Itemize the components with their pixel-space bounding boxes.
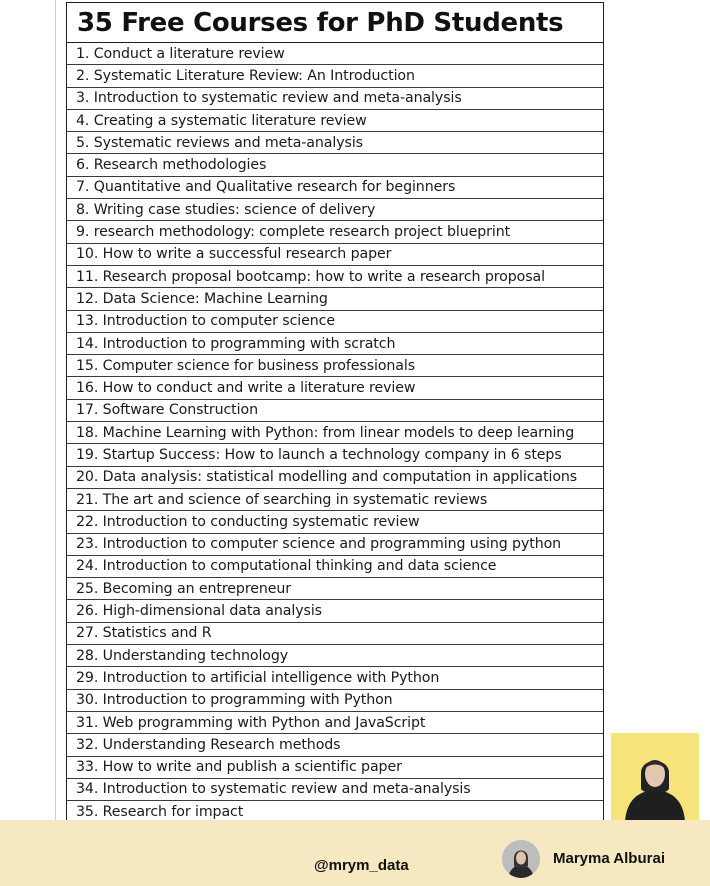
course-row: 12. Data Science: Machine Learning bbox=[67, 288, 603, 310]
course-row: 28. Understanding technology bbox=[67, 645, 603, 667]
course-row: 16. How to conduct and write a literature review bbox=[67, 377, 603, 399]
course-row: 21. The art and science of searching in systematic reviews bbox=[67, 489, 603, 511]
course-row: 10. How to write a successful research paper bbox=[67, 244, 603, 266]
course-row: 33. How to write and publish a scientific paper bbox=[67, 757, 603, 779]
course-row: 23. Introduction to computer science and programming using python bbox=[67, 534, 603, 556]
course-row: 24. Introduction to computational thinking and data science bbox=[67, 556, 603, 578]
course-row: 14. Introduction to programming with scratch bbox=[67, 333, 603, 355]
course-row: 8. Writing case studies: science of delivery bbox=[67, 199, 603, 221]
course-row: 31. Web programming with Python and JavaScript bbox=[67, 712, 603, 734]
course-row: 20. Data analysis: statistical modelling and computation in applications bbox=[67, 467, 603, 489]
course-row: 22. Introduction to conducting systematic review bbox=[67, 511, 603, 533]
course-row: 7. Quantitative and Qualitative research for beginners bbox=[67, 177, 603, 199]
course-row: 26. High-dimensional data analysis bbox=[67, 600, 603, 622]
course-row: 17. Software Construction bbox=[67, 400, 603, 422]
course-row: 34. Introduction to systematic review and meta-analysis bbox=[67, 779, 603, 801]
course-row: 25. Becoming an entrepreneur bbox=[67, 578, 603, 600]
margin-line bbox=[55, 0, 56, 820]
course-row: 29. Introduction to artificial intelligence with Python bbox=[67, 667, 603, 689]
course-row: 11. Research proposal bootcamp: how to write a research proposal bbox=[67, 266, 603, 288]
course-row: 1. Conduct a literature review bbox=[67, 43, 603, 65]
course-row: 32. Understanding Research methods bbox=[67, 734, 603, 756]
course-row: 35. Research for impact bbox=[67, 801, 603, 823]
course-row: 15. Computer science for business professionals bbox=[67, 355, 603, 377]
author-name: Maryma Alburai bbox=[553, 850, 665, 867]
avatar-icon bbox=[502, 840, 540, 878]
course-row: 19. Startup Success: How to launch a technology company in 6 steps bbox=[67, 444, 603, 466]
course-table bbox=[66, 2, 604, 823]
course-row: 30. Introduction to programming with Python bbox=[67, 690, 603, 712]
course-list bbox=[67, 43, 603, 823]
author-photo bbox=[611, 733, 699, 821]
course-row: 4. Creating a systematic literature review bbox=[67, 110, 603, 132]
course-row: 9. research methodology: complete research project blueprint bbox=[67, 221, 603, 243]
course-row: 18. Machine Learning with Python: from linear models to deep learning bbox=[67, 422, 603, 444]
table-title: 35 Free Courses for PhD Students bbox=[67, 3, 603, 43]
course-row: 3. Introduction to systematic review and meta-analysis bbox=[67, 88, 603, 110]
course-row: 2. Systematic Literature Review: An Introduction bbox=[67, 65, 603, 87]
course-row: 5. Systematic reviews and meta-analysis bbox=[67, 132, 603, 154]
avatar[interactable] bbox=[502, 840, 540, 878]
course-row: 27. Statistics and R bbox=[67, 623, 603, 645]
course-row: 6. Research methodologies bbox=[67, 154, 603, 176]
course-row: 13. Introduction to computer science bbox=[67, 311, 603, 333]
person-silhouette-icon bbox=[611, 733, 699, 821]
social-handle[interactable]: @mrym_data bbox=[314, 857, 409, 874]
